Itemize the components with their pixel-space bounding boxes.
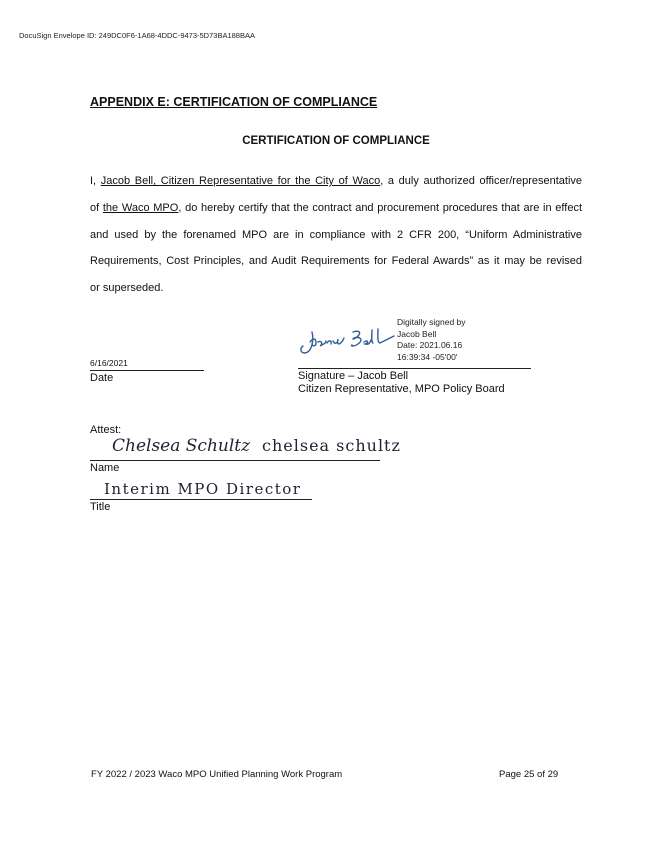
date-value: 6/16/2021 (90, 358, 128, 368)
date-label: Date (90, 372, 114, 384)
attest-title-handwritten: Interim MPO Director (104, 480, 302, 498)
digital-signature-line: Digitally signed by (397, 317, 466, 327)
digital-signature-line: Date: 2021.06.16 (397, 340, 463, 350)
footer-program: FY 2022 / 2023 Waco MPO Unified Planning Work Program (91, 769, 343, 780)
envelope-id: DocuSign Envelope ID: 249DC0F6-1A68-4DDC-9473-5D73BA188BAA (19, 31, 255, 40)
signature-line (298, 368, 531, 369)
title-line (90, 499, 312, 500)
body-line-3: and used by the forenamed MPO are in compliance with 2 CFR 200, “Uniform Administrative (90, 229, 582, 241)
body-text: I, (90, 175, 101, 187)
body-text: , do hereby certify that the contract and procurement procedures that are in effect (178, 202, 583, 214)
signature-role: Citizen Representative, MPO Policy Board (298, 383, 505, 395)
representative-name: Jacob Bell, Citizen Representative for the City of Waco (100, 175, 381, 187)
appendix-heading: APPENDIX E: CERTIFICATION OF COMPLIANCE (90, 95, 378, 109)
date-line (90, 370, 204, 371)
signature-label: Signature – Jacob Bell (298, 370, 409, 382)
body-line-4: Requirements, Cost Principles, and Audit Requirements for Federal Awards” as it may be revised (90, 255, 582, 267)
certification-title: CERTIFICATION OF COMPLIANCE (242, 135, 430, 147)
handwritten-signature-jacob-bell (298, 326, 398, 362)
digital-signature-line: 16:39:34 -05'00' (397, 351, 458, 362)
organization-name: the Waco MPO (102, 202, 179, 214)
name-label: Name (90, 462, 120, 474)
body-line-1 (90, 175, 582, 187)
digital-signature-stamp (397, 317, 466, 363)
footer-page-number: Page 25 of 29 (499, 769, 559, 780)
body-line-5: or superseded. (90, 282, 164, 294)
attest-label: Attest: (90, 424, 122, 436)
body-text: , a duly authorized officer/representative (380, 175, 582, 187)
body-text: of (90, 202, 103, 214)
attest-name-signature: Chelsea Schultz (112, 436, 251, 456)
digital-signature-line: Jacob Bell (397, 328, 437, 339)
attest-name-printed: chelsea schultz (262, 436, 401, 455)
name-line (90, 460, 380, 461)
body-line-2 (90, 202, 582, 214)
title-label: Title (90, 501, 111, 513)
